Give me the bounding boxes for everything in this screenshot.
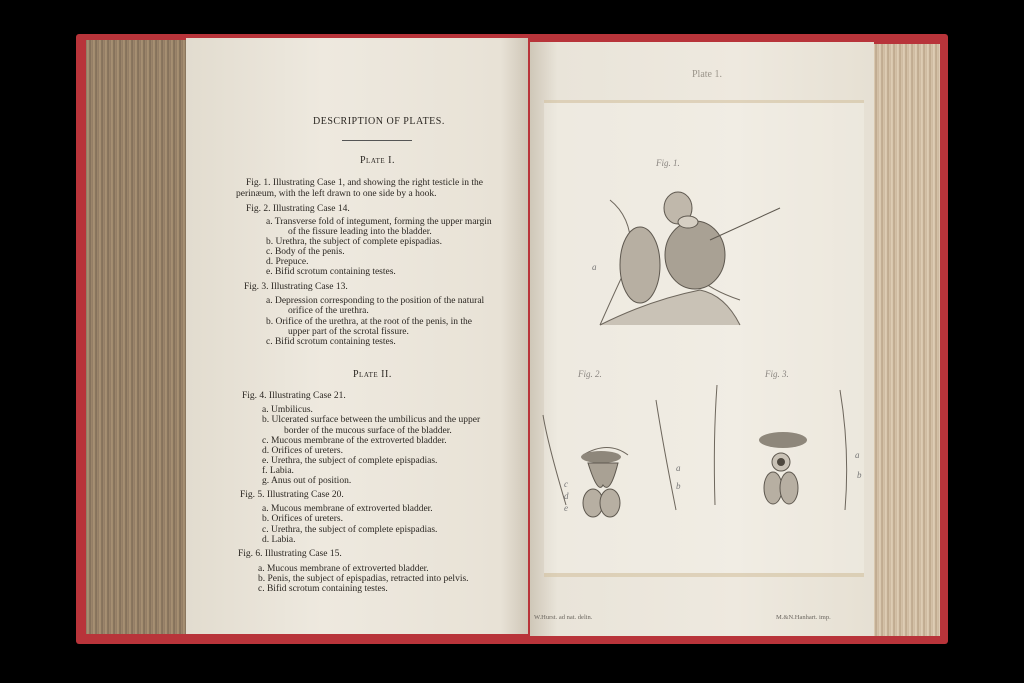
svg-text:d: d: [564, 491, 569, 501]
svg-text:a: a: [676, 463, 681, 473]
credit-right: M.&N.Hanhart. imp.: [776, 614, 831, 621]
description-line: perinæum, with the left drawn to one side by a hook.: [236, 189, 437, 199]
svg-text:e: e: [564, 503, 568, 513]
fig2-label: Fig. 2.: [578, 369, 602, 379]
description-line: Fig. 6. Illustrating Case 15.: [238, 549, 342, 559]
description-line: of the fissure leading into the bladder.: [288, 227, 432, 237]
description-line: e. Urethra, the subject of complete epispadias.: [262, 456, 438, 466]
description-line: c. Mucous membrane of the extroverted bladder.: [262, 436, 447, 446]
svg-text:b: b: [676, 481, 681, 491]
svg-text:b: b: [857, 470, 862, 480]
description-line: Fig. 2. Illustrating Case 14.: [246, 204, 350, 214]
description-line: d. Orifices of ureters.: [262, 446, 343, 456]
description-line: e. Bifid scrotum containing testes.: [266, 267, 396, 277]
description-line: b. Penis, the subject of epispadias, retracted into pelvis.: [258, 574, 469, 584]
description-line: c. Urethra, the subject of complete epispadias.: [262, 525, 438, 535]
figure-2-illustration: [538, 385, 688, 535]
description-line: c. Bifid scrotum containing testes.: [266, 337, 396, 347]
description-line: Fig. 1. Illustrating Case 1, and showing the right testicle in the: [246, 178, 483, 188]
description-line: upper part of the scrotal fissure.: [288, 327, 409, 337]
fig1-label: Fig. 1.: [656, 158, 680, 168]
fig3-label: Fig. 3.: [765, 369, 789, 379]
description-line: a. Depression corresponding to the position of the natural: [266, 296, 485, 306]
page-title: DESCRIPTION OF PLATES.: [313, 116, 445, 127]
description-line: f. Labia.: [262, 466, 294, 476]
credit-left: W.Hurst. ad nat. delin.: [534, 614, 593, 621]
description-line: b. Orifices of ureters.: [262, 514, 343, 524]
description-line: Fig. 3. Illustrating Case 13.: [244, 282, 348, 292]
description-line: g. Anus out of position.: [262, 476, 352, 486]
description-line: c. Body of the penis.: [266, 247, 345, 257]
description-line: a. Mucous membrane of extroverted bladder.: [258, 564, 429, 574]
description-line: b. Ulcerated surface between the umbilicus and the upper: [262, 415, 481, 425]
description-line: d. Labia.: [262, 535, 296, 545]
plate2-heading: Plate II.: [353, 369, 392, 380]
description-line: Fig. 4. Illustrating Case 21.: [242, 391, 346, 401]
description-line: orifice of the urethra.: [288, 306, 369, 316]
description-line: b. Urethra, the subject of complete epispadias.: [266, 237, 442, 247]
svg-text:a: a: [592, 262, 597, 272]
description-line: b. Orifice of the urethra, at the root of the penis, in the: [266, 317, 473, 327]
svg-text:c: c: [564, 479, 568, 489]
page-edges-left: [86, 40, 196, 634]
title-rule: [342, 140, 412, 141]
description-line: border of the mucous surface of the bladder.: [284, 426, 452, 436]
description-line: a. Transverse fold of integument, forming the upper margin: [266, 217, 492, 227]
figure-3-illustration: [705, 380, 870, 530]
plate-title: Plate 1.: [692, 69, 722, 80]
figure-1-illustration: [590, 180, 790, 330]
description-line: a. Umbilicus.: [262, 405, 313, 415]
description-line: c. Bifid scrotum containing testes.: [258, 584, 388, 594]
svg-text:a: a: [855, 450, 860, 460]
description-line: Fig. 5. Illustrating Case 20.: [240, 490, 344, 500]
plate1-heading: Plate I.: [360, 155, 395, 166]
description-line: a. Mucous membrane of extroverted bladder.: [262, 504, 433, 514]
description-line: d. Prepuce.: [266, 257, 309, 267]
page-edges-right: [872, 44, 940, 636]
